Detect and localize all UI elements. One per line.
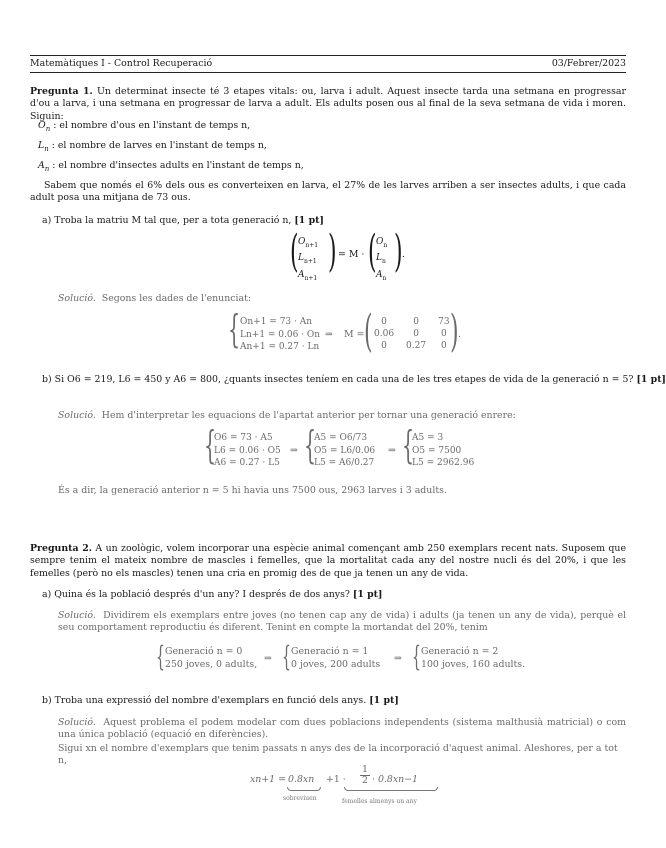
q2b-underbrace-2 [344, 787, 438, 791]
q1a-statement [42, 215, 324, 227]
q1a-sol-text: Segons les dades de l'enunciat: [101, 293, 252, 304]
q2b-underbrace-1 [287, 787, 321, 791]
q2b-eq-term1: 0.8xn [288, 774, 315, 785]
q2a-sol-label: Solució. [58, 610, 96, 621]
header-rule-top [30, 55, 626, 56]
q2a-gen0-body: 250 joves, 0 adults, [165, 658, 258, 670]
q1a-vec-l: L [298, 253, 304, 264]
q1b-systems: { O6 = 73 · A5 L6 = 0.06 · O5 A6 = 0.27 · L5 ⇒ { A5 = O6/73 O5 = L6/0.06 L5 = A6/0.27 ⇒ { A5 = 3 O5 = 7500 L5 = 2962.96 [204, 423, 475, 468]
q2b-eq-term2: · 0.8xn−1 [372, 774, 419, 785]
q2b-solution-2: Sigui xn el nombre d'exemplars que tenim passats n anys des de la incorporació d'aquest animal. Aleshores, per a tot n, [58, 743, 618, 767]
q2a-label: a) [42, 589, 52, 600]
q2b-solution [58, 717, 626, 742]
header-date: 03/Febrer/2023 [551, 58, 626, 69]
q1a-solution-intro [58, 293, 251, 305]
q1a-sys-line2: Ln+1 = 0.06 · On [240, 329, 321, 340]
q1a-matrix: 0 0 73 0.06 0 0 0 0.27 0 [374, 317, 450, 351]
q2a-gen2-body: 100 joves, 160 adults. [421, 658, 526, 670]
q2a-solution [58, 610, 626, 635]
q1a-points: [1 pt] [294, 215, 324, 226]
q1b-statement [42, 374, 666, 386]
q1a-equation: ( $O_{n+1}$ $L_{n+1}$ $A_{n+1}$ ) = M · ( $O_n$ $L_n$ $A_n$ ) . [290, 226, 405, 282]
q1b-points: [1 pt] [636, 374, 666, 385]
q1b-label: b) [42, 374, 52, 385]
q2-intro [30, 543, 626, 580]
q2a-points: [1 pt] [352, 589, 383, 600]
q2b-note-1: sobreviuen [283, 795, 317, 802]
q2b-sol-label: Solució. [58, 717, 96, 728]
q2-label: Pregunta 2. [30, 543, 93, 554]
q1-label: Pregunta 1. [30, 86, 93, 97]
q1b-sys2-line1: A5 = O6/73 [314, 433, 368, 443]
q1b-sys3-line3: L5 = 2962.96 [412, 458, 475, 468]
q2b-equation [250, 765, 450, 815]
q2b-eq-plus: +1 · [326, 774, 346, 785]
q1a-vec-a: A [298, 269, 305, 280]
q1-def-adults-text: : el nombre d'insectes adults en l'instant de temps n, [52, 160, 304, 171]
q2b-label: b) [42, 695, 52, 706]
q2a-sol-text: Dividirem els exemplars entre joves (no tenen cap any de vida) i adults (ja tenen un any de vida), perquè el seu comportament reproductiu és diferent. Tenint en compte la mortandat del 20%, tenim [58, 610, 626, 634]
q1-def-eggs-text: : el nombre d'ous en l'instant de temps n, [53, 120, 251, 131]
q1b-solution-intro [58, 410, 516, 422]
q1a-system: { On+1 = 73 · An Ln+1 = 0.06 · On An+1 = 0.27 · Ln ⇒ M = ( 0 0 73 0.06 0 0 0 0.27 0 ) . [228, 306, 461, 357]
q2b-note-2: femelles almenys un any [342, 798, 417, 805]
header-title: Matemàtiques I - Control Recuperació [30, 58, 213, 69]
q2b-points: [1 pt] [369, 695, 399, 706]
q2b-fraction: 1 2 [360, 765, 370, 786]
q2a-generations: { Generació n = 0 250 joves, 0 adults, ⇒ { Generació n = 1 0 joves, 200 adults ⇒ { Generació n = 2 100 joves, 160 adults. [156, 640, 526, 673]
page-header [30, 58, 626, 70]
q2-intro-text: A un zoològic, volem incorporar una espècie animal començant amb 250 exemplars recent nats. Suposem que sempre tenim el mateix nombre de mascles i femelles, que la mortalitat cada any del nostre nucli és del 20%, i que les femelles (però no els mascles) tenen una cria en promig des de que ja tenen un any de vida. [30, 543, 626, 579]
q1a-eq-mid: = M · [338, 249, 365, 260]
q1-intro-text: Un determinat insecte té 3 etapes vitals: ou, larva i adult. Aquest insecte tarda una setmana en progressar d'ou a larva, i una setmana en progressar de larva a adult. Els adults posen ous al final de la seva setmana de vida i moren. Siguin: [30, 86, 626, 122]
q2b-statement [42, 695, 399, 707]
q1-intro [30, 86, 626, 123]
q1b-sys1-line1: O6 = 73 · A5 [214, 433, 273, 443]
q2a-gen2-head: Generació n = 2 [421, 646, 499, 657]
q2a-gen0-head: Generació n = 0 [165, 646, 243, 657]
q1b-sol-label: Solució. [58, 410, 96, 421]
q1a-implies: ⇒ [325, 329, 333, 340]
q1b-conclusion: És a dir, la generació anterior n = 5 hi havia uns 7500 ous, 2963 larves i 3 adults. [58, 485, 447, 496]
q1a-text: Troba la matriu M tal que, per a tota generació n, [54, 215, 292, 226]
q2a-text: Quina és la població després d'un any? I després de dos anys? [54, 589, 350, 600]
q1-def-eggs: $O_n$ : el nombre d'ous en l'instant de temps n, [38, 120, 251, 133]
q2a-statement [42, 589, 382, 601]
q1b-sys1-line3: A6 = 0.27 · L5 [214, 458, 280, 468]
q2b-text: Troba una expressió del nombre d'exemplars en funció dels anys. [54, 695, 367, 706]
q1b-sys2-line2: O5 = L6/0.06 [314, 445, 376, 456]
q1a-vec-o: O [298, 237, 306, 247]
q2a-gen1-body: 0 joves, 200 adults [291, 658, 381, 670]
q1a-sol-label: Solució. [58, 293, 96, 304]
q2a-gen1-head: Generació n = 1 [291, 646, 369, 657]
q1-def-larvae: $L_n$ : el nombre de larves en l'instant de temps n, [38, 140, 267, 153]
header-rule-bottom [30, 72, 626, 73]
q2b-eq-lhs: xn+1 = [250, 774, 286, 785]
q2b-sol-text: Aquest problema el podem modelar com dues poblacions independents (sistema malthusià matricial) o com una única població (equació en diferències). [58, 717, 626, 741]
q1a-sys-line1: On+1 = 73 · An [240, 317, 313, 327]
q1b-text: Si O6 = 219, L6 = 450 y A6 = 800, ¿quants insectes teníem en cada una de les tres etapes de vida de la generació n = 5? [54, 374, 634, 385]
q1a-M-eq: M = [344, 329, 365, 340]
q1b-sys3-line1: A5 = 3 [412, 433, 444, 443]
q1b-sys3-line2: O5 = 7500 [412, 445, 462, 456]
q1b-sol-text: Hem d'interpretar les equacions de l'apartat anterior per tornar una generació enrere: [101, 410, 516, 421]
q1a-label: a) [42, 215, 52, 226]
q1-def-larvae-text: : el nombre de larves en l'instant de temps n, [51, 140, 267, 151]
q1-def-adults: $A_n$ : el nombre d'insectes adults en l'instant de temps n, [38, 160, 304, 173]
q1b-sys1-line2: L6 = 0.06 · O5 [214, 445, 281, 456]
q1-facts: Sabem que només el 6% dels ous es converteixen en larva, el 27% de les larves arriben a ser insectes adults, i que cada adult posa una mitjana de 73 ous. [30, 180, 626, 204]
q1b-sys2-line3: L5 = A6/0.27 [314, 458, 375, 468]
q1a-sys-line3: An+1 = 0.27 · Ln [240, 342, 320, 352]
